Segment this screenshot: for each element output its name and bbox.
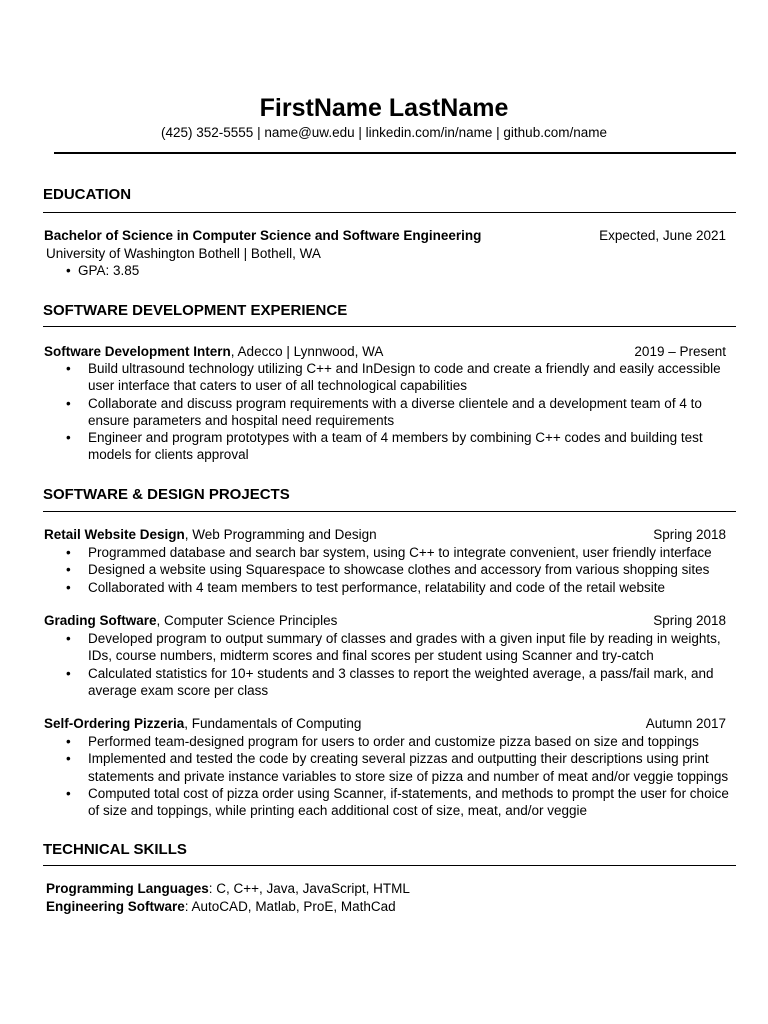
job-header-line (44, 343, 726, 361)
list-item (66, 665, 730, 700)
list-item (66, 785, 730, 820)
section-divider-education (43, 212, 736, 213)
list-item (66, 395, 730, 430)
contact-line: (425) 352-5555 | name@uw.edu | linkedin.com/in/name | github.com/name (161, 125, 607, 140)
section-title-education: EDUCATION (43, 186, 132, 203)
project-bullets (66, 630, 730, 699)
skills-label: Programming Languages (46, 881, 209, 896)
section-divider-skills (43, 865, 736, 866)
skills-row (46, 898, 396, 916)
education-degree-line (44, 227, 726, 245)
bullet-glyph: • (66, 361, 71, 376)
bullet-text: Engineer and program prototypes with a team of 4 members by combining C++ codes and building test models for clients approval (88, 430, 703, 463)
job-org: , Adecco | Lynnwood, WA (230, 344, 384, 359)
bullet-text: Performed team-designed program for users to order and customize pizza based on size and toppings (88, 734, 699, 749)
job-role: Software Development Intern (44, 344, 231, 359)
project-name: Self-Ordering Pizzeria (44, 716, 185, 731)
bullet-text: Programmed database and search bar system, using C++ to integrate convenient, user friendly interface (88, 545, 712, 560)
list-item (66, 630, 730, 665)
skills-label: Engineering Software (46, 899, 185, 914)
bullet-glyph: • (66, 562, 71, 578)
school-name: University of Washington Bothell | Bothell, WA (46, 246, 321, 261)
bullet-glyph: • (66, 545, 71, 560)
skills-value: : AutoCAD, Matlab, ProE, MathCad (184, 899, 396, 914)
list-item (66, 733, 730, 750)
bullet-text: Build ultrasound technology utilizing C++ and InDesign to code and create a friendly and easily accessible user interface that caters to user of all technological capabilities (88, 361, 721, 394)
job-date: 2019 – Present (634, 344, 726, 359)
bullet-text: Collaborated with 4 team members to test performance, relatability and code of the retail website (88, 579, 666, 595)
bullet-text: Implemented and tested the code by creating several pizzas and outputting their descriptions using print statements and private instance variables to store size of pizza and number of meat and/or veggie toppings (88, 751, 729, 784)
project-header-line (44, 715, 726, 733)
project-course: , Web Programming and Design (184, 527, 377, 542)
bullet-text: Collaborate and discuss program requirements with a diverse clientele and a development team of 4 to ensure parameters and hospital need requirements (88, 395, 702, 428)
bullet-glyph: • (66, 579, 71, 595)
job-bullets (66, 360, 730, 464)
bullet-glyph: • (66, 665, 71, 681)
project-date: Autumn 2017 (645, 716, 726, 731)
skills-value: : C, C++, Java, JavaScript, HTML (208, 881, 410, 896)
project-name: Grading Software (44, 613, 157, 628)
bullet-glyph: • (66, 430, 71, 446)
section-divider-projects (43, 511, 736, 512)
project-header-line (44, 526, 726, 544)
project-course: , Computer Science Principles (156, 613, 338, 628)
section-title-experience: SOFTWARE DEVELOPMENT EXPERIENCE (43, 302, 348, 319)
project-header-line (44, 612, 726, 630)
list-item (66, 360, 730, 395)
section-title-skills: TECHNICAL SKILLS (43, 841, 187, 858)
project-course: , Fundamentals of Computing (184, 716, 362, 731)
bullet-glyph: • (66, 631, 71, 646)
bullet-glyph: • (66, 734, 71, 749)
project-bullets (66, 544, 730, 596)
project-bullets (66, 733, 730, 819)
bullet-glyph: • (66, 751, 71, 767)
skills-row (46, 880, 410, 898)
bullet-text: Computed total cost of pizza order using Scanner, if-statements, and methods to prompt the user for choice of size and toppings, while printing each additional cost of size, meat, and/or veggie (88, 785, 729, 819)
bullet-glyph: • (66, 263, 71, 278)
project-name: Retail Website Design (44, 527, 185, 542)
education-details (66, 262, 139, 280)
candidate-name: FirstName LastName (259, 94, 509, 122)
gpa-text: GPA: 3.85 (78, 263, 140, 278)
project-date: Spring 2018 (653, 613, 726, 628)
list-item (66, 429, 730, 464)
list-item (66, 579, 730, 596)
list-item (66, 750, 730, 785)
degree-name: Bachelor of Science in Computer Science and Software Engineering (44, 228, 482, 243)
list-item (66, 262, 139, 280)
section-title-projects: SOFTWARE & DESIGN PROJECTS (43, 486, 290, 503)
list-item (66, 561, 730, 578)
header-divider (54, 152, 736, 154)
bullet-text: Calculated statistics for 10+ students and 3 classes to report the weighted average, a pass/fail mark, and average exam score per class (88, 665, 714, 698)
degree-date: Expected, June 2021 (599, 228, 726, 243)
list-item (66, 544, 730, 561)
bullet-text: Designed a website using Squarespace to showcase clothes and accessory from various shopping sites (88, 562, 710, 578)
section-divider-experience (43, 326, 736, 327)
bullet-text: Developed program to output summary of classes and grades with a given input file by reading in weights, IDs, course numbers, midterm scores and final scores per student using Scanner and try-catch (88, 631, 721, 664)
bullet-glyph: • (66, 785, 71, 801)
bullet-glyph: • (66, 395, 71, 411)
project-date: Spring 2018 (653, 527, 726, 542)
